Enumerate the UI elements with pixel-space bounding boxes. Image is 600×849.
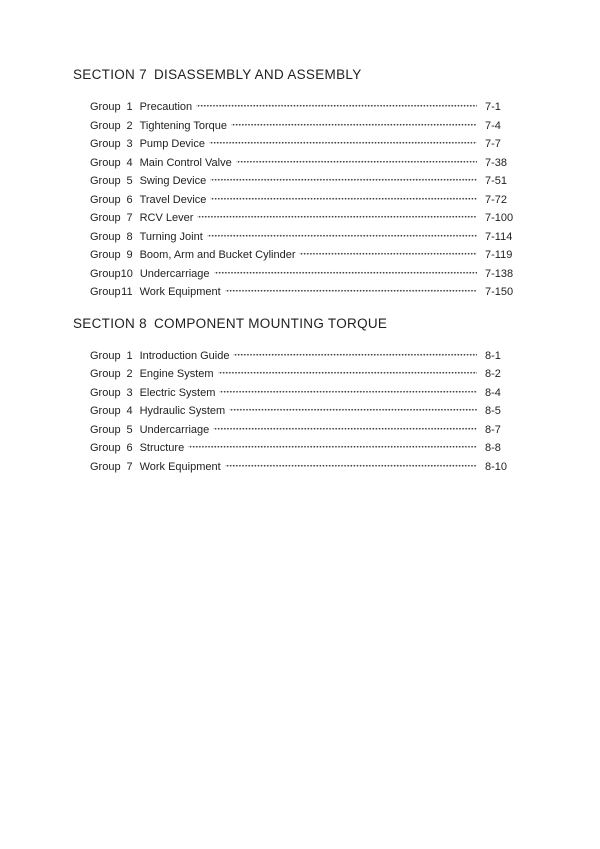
toc-entry xyxy=(90,458,515,477)
entry-group-word: Group xyxy=(90,267,121,280)
entry-group-word: Group xyxy=(90,249,121,261)
dotted-leader xyxy=(225,458,477,477)
entry-title: Boom, Arm and Bucket Cylinder xyxy=(139,249,296,261)
dotted-leader xyxy=(299,246,477,265)
dotted-leader xyxy=(210,172,477,191)
entry-group-number: 1 xyxy=(126,349,133,362)
dotted-leader xyxy=(218,365,477,384)
dotted-leader xyxy=(188,439,477,458)
toc-entry xyxy=(90,347,515,366)
entry-group-word: Group xyxy=(90,175,121,187)
entry-group-word: Group xyxy=(90,193,121,206)
entry-page-number: 7-1 xyxy=(485,101,501,113)
entry-group-number: 3 xyxy=(126,386,133,399)
entry-group-number: 8 xyxy=(126,230,133,243)
dotted-leader xyxy=(236,154,477,173)
section-name: DISASSEMBLY AND ASSEMBLY xyxy=(153,67,362,82)
entry-page-number: 8-8 xyxy=(485,442,501,454)
entry-group-word: Group xyxy=(90,119,121,132)
entry-group-word: Group xyxy=(90,101,121,113)
dotted-leader xyxy=(207,228,477,247)
entry-title: Structure xyxy=(139,442,185,454)
toc-entry xyxy=(90,98,515,117)
entry-title: Introduction Guide xyxy=(139,349,230,362)
entry-page-number: 8-1 xyxy=(485,349,501,362)
section-title xyxy=(73,316,515,332)
toc-entry-list xyxy=(73,347,515,477)
entry-group-number: 6 xyxy=(126,442,133,454)
entry-title: Engine System xyxy=(139,368,214,380)
entry-group-number: 10 xyxy=(120,267,133,280)
entry-page-number: 7-4 xyxy=(485,119,501,132)
entry-group-number: 2 xyxy=(126,119,133,132)
dotted-leader xyxy=(213,421,477,440)
dotted-leader xyxy=(209,135,477,154)
section-title xyxy=(73,67,515,83)
entry-group-number: 9 xyxy=(126,249,133,261)
entry-group-word: Group xyxy=(90,423,121,436)
entry-title: Electric System xyxy=(139,386,216,399)
entry-group-number: 11 xyxy=(121,286,133,298)
entry-title: Travel Device xyxy=(139,193,207,206)
entry-group-word: Group xyxy=(90,286,121,298)
entry-title: RCV Lever xyxy=(139,212,194,224)
toc-section xyxy=(73,67,515,302)
entry-title: Precaution xyxy=(139,101,193,113)
entry-page-number: 7-114 xyxy=(485,230,513,243)
entry-title: Work Equipment xyxy=(139,460,221,473)
dotted-leader xyxy=(225,283,477,302)
dotted-leader xyxy=(214,265,477,284)
entry-group-word: Group xyxy=(90,442,121,454)
entry-title: Work Equipment xyxy=(139,286,221,298)
dotted-leader xyxy=(219,384,477,403)
entry-group-number: 1 xyxy=(126,101,133,113)
dotted-leader xyxy=(231,117,477,136)
toc-entry xyxy=(90,191,515,210)
toc-sections xyxy=(73,67,515,476)
toc-entry xyxy=(90,402,515,421)
entry-group-number: 7 xyxy=(126,460,133,473)
toc-section xyxy=(73,316,515,477)
entry-page-number: 7-119 xyxy=(485,249,513,261)
toc-entry xyxy=(90,283,515,302)
entry-group-word: Group xyxy=(90,138,121,150)
entry-group-number: 5 xyxy=(126,175,133,187)
entry-group-word: Group xyxy=(90,230,121,243)
entry-title: Tightening Torque xyxy=(139,119,228,132)
dotted-leader xyxy=(229,402,477,421)
entry-group-number: 7 xyxy=(126,212,133,224)
entry-title: Undercarriage xyxy=(139,267,210,280)
toc-entry xyxy=(90,384,515,403)
entry-group-word: Group xyxy=(90,212,121,224)
entry-title: Turning Joint xyxy=(139,230,203,243)
toc-entry xyxy=(90,265,515,284)
entry-page-number: 8-4 xyxy=(485,386,501,399)
entry-page-number: 7-51 xyxy=(485,175,508,187)
entry-page-number: 7-150 xyxy=(485,286,514,298)
toc-entry xyxy=(90,246,515,265)
entry-group-word: Group xyxy=(90,460,121,473)
entry-title: Undercarriage xyxy=(139,423,210,436)
entry-page-number: 7-100 xyxy=(485,212,514,224)
toc-entry xyxy=(90,135,515,154)
section-label: SECTION 8 xyxy=(73,315,147,331)
entry-group-number: 2 xyxy=(126,368,133,380)
entry-group-number: 5 xyxy=(126,423,133,436)
entry-group-number: 4 xyxy=(126,405,133,417)
entry-group-number: 4 xyxy=(126,156,133,169)
dotted-leader xyxy=(233,347,477,366)
entry-page-number: 7-38 xyxy=(485,156,508,169)
entry-group-word: Group xyxy=(90,156,121,169)
entry-title: Swing Device xyxy=(139,175,207,187)
entry-page-number: 7-72 xyxy=(485,193,508,206)
entry-page-number: 8-10 xyxy=(485,460,508,473)
entry-page-number: 8-7 xyxy=(485,423,501,436)
toc-entry xyxy=(90,209,515,228)
entry-group-word: Group xyxy=(90,405,121,417)
entry-group-word: Group xyxy=(90,386,121,399)
toc-entry xyxy=(90,421,515,440)
dotted-leader xyxy=(197,209,477,228)
entry-title: Main Control Valve xyxy=(139,156,232,169)
dotted-leader xyxy=(196,98,477,117)
section-name: COMPONENT MOUNTING TORQUE xyxy=(153,315,388,331)
entry-group-word: Group xyxy=(90,349,121,362)
toc-entry xyxy=(90,228,515,247)
toc-entry xyxy=(90,154,515,173)
toc-entry xyxy=(90,117,515,136)
entry-page-number: 7-138 xyxy=(485,267,514,280)
entry-page-number: 8-5 xyxy=(485,405,501,417)
entry-group-number: 3 xyxy=(126,138,133,150)
entry-title: Hydraulic System xyxy=(139,405,226,417)
entry-title: Pump Device xyxy=(139,138,205,150)
entry-group-number: 6 xyxy=(126,193,133,206)
entry-page-number: 8-2 xyxy=(485,368,501,380)
toc-entry xyxy=(90,439,515,458)
entry-group-word: Group xyxy=(90,368,121,380)
dotted-leader xyxy=(210,191,477,210)
toc-entry xyxy=(90,172,515,191)
section-label: SECTION 7 xyxy=(73,67,147,82)
toc-entry xyxy=(90,365,515,384)
entry-page-number: 7-7 xyxy=(485,138,501,150)
toc-entry-list xyxy=(73,98,515,302)
